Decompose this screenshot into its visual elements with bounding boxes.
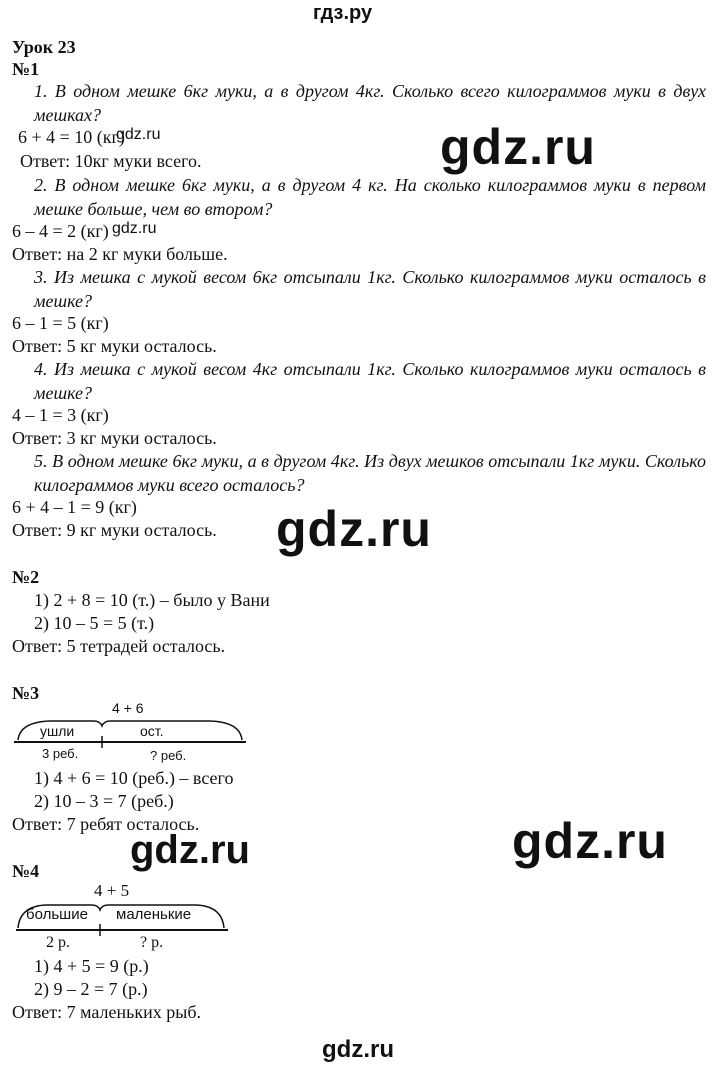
watermark-small-1: gdz.ru bbox=[116, 126, 161, 143]
ex1-task-3: 3. Из мешка с мукой весом 6кг отсыпали 1кг. Сколько килограммов муки осталось в мешке? bbox=[34, 267, 706, 311]
ex1-task-5: 5. В одном мешке 6кг муки, а в другом 4кг. Из двух мешков отсыпали 1кг муки. Сколько килограммов муки всего осталось? bbox=[34, 451, 706, 495]
ex3-label: №3 bbox=[12, 683, 40, 703]
watermark-small-2: gdz.ru bbox=[112, 220, 157, 237]
ex3-left-sub: 3 реб. bbox=[42, 746, 79, 761]
watermark-1: gdz.ru bbox=[440, 119, 596, 175]
ex3-top-label: 4 + 6 bbox=[112, 700, 144, 716]
ex4-right-label: маленькие bbox=[116, 906, 192, 923]
ex4-label: №4 bbox=[12, 861, 40, 881]
ex3-step-2: 2) 10 – 3 = 7 (реб.) bbox=[34, 791, 174, 811]
ex3-answer: Ответ: 7 ребят осталось. bbox=[12, 814, 200, 834]
ex1-calc-4: 4 – 1 = 3 (кг) bbox=[12, 405, 109, 425]
ex1-answer-5: Ответ: 9 кг муки осталось. bbox=[12, 520, 217, 540]
site-header: гдз.ру bbox=[313, 2, 373, 24]
ex2-label: №2 bbox=[12, 567, 40, 587]
ex2-step-1: 1) 2 + 8 = 10 (т.) – было у Вани bbox=[34, 590, 270, 610]
ex1-task-2: 2. В одном мешке 6кг муки, а в другом 4 кг. На сколько килограммов муки в первом мешке больше, чем во втором? bbox=[34, 175, 706, 219]
ex3-left-label: ушли bbox=[40, 723, 75, 739]
ex1-task-1: 1. В одном мешке 6кг муки, а в другом 4кг. Сколько всего килограммов муки в двух мешках? bbox=[34, 81, 706, 125]
watermark-footer: gdz.ru bbox=[322, 1036, 394, 1063]
ex4-top-label: 4 + 5 bbox=[94, 881, 130, 900]
ex4-answer: Ответ: 7 маленьких рыб. bbox=[12, 1002, 201, 1022]
ex3-step-1: 1) 4 + 6 = 10 (реб.) – всего bbox=[34, 768, 234, 788]
ex1-calc-1: 6 + 4 = 10 (кг) bbox=[18, 127, 125, 147]
ex3-right-sub: ? реб. bbox=[150, 748, 187, 763]
ex1-calc-2: 6 – 4 = 2 (кг) bbox=[12, 221, 109, 241]
ex1-label: №1 bbox=[12, 59, 40, 79]
ex1-answer-1: Ответ: 10кг муки всего. bbox=[20, 151, 202, 171]
watermark-2: gdz.ru bbox=[276, 501, 432, 557]
ex1-answer-4: Ответ: 3 кг муки осталось. bbox=[12, 428, 217, 448]
watermark-4: gdz.ru bbox=[512, 813, 668, 869]
ex4-segment-diagram bbox=[12, 880, 232, 950]
ex4-right-sub: ? р. bbox=[140, 934, 164, 951]
ex4-step-2: 2) 9 – 2 = 7 (р.) bbox=[34, 979, 148, 999]
ex1-calc-5: 6 + 4 – 1 = 9 (кг) bbox=[12, 497, 137, 517]
ex1-answer-2: Ответ: на 2 кг муки больше. bbox=[12, 244, 228, 264]
ex4-left-sub: 2 р. bbox=[46, 934, 70, 951]
lesson-title: Урок 23 bbox=[12, 37, 76, 57]
ex4-step-1: 1) 4 + 5 = 9 (р.) bbox=[34, 956, 149, 976]
ex3-segment-diagram bbox=[10, 702, 250, 766]
ex1-task-4: 4. Из мешка с мукой весом 4кг отсыпали 1кг. Сколько килограммов муки осталось в мешке? bbox=[34, 359, 706, 403]
watermark-3: gdz.ru bbox=[130, 828, 250, 872]
ex2-step-2: 2) 10 – 5 = 5 (т.) bbox=[34, 613, 155, 633]
ex3-right-label: ост. bbox=[140, 723, 164, 739]
ex1-answer-3: Ответ: 5 кг муки осталось. bbox=[12, 336, 217, 356]
ex1-calc-3: 6 – 1 = 5 (кг) bbox=[12, 313, 109, 333]
ex2-answer: Ответ: 5 тетрадей осталось. bbox=[12, 636, 226, 656]
ex4-left-label: большие bbox=[26, 906, 88, 923]
